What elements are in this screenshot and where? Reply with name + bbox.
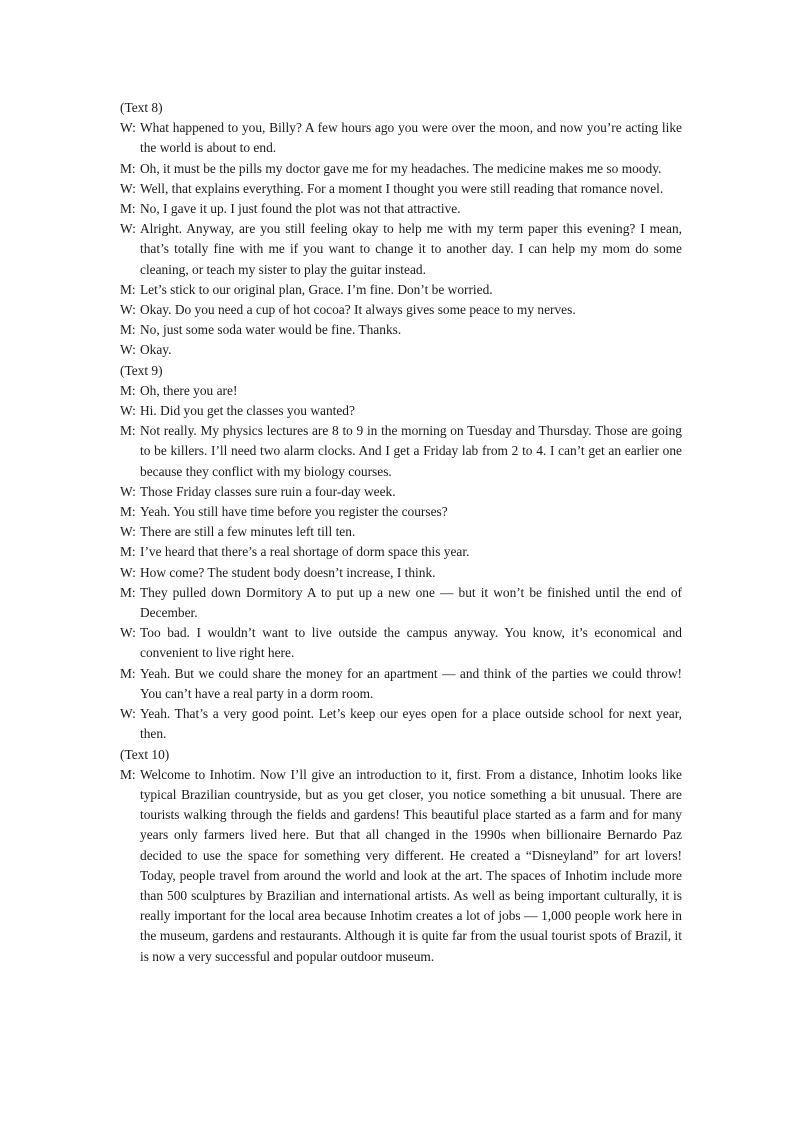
line-text: No, I gave it up. I just found the plot was not that attractive. (140, 201, 461, 217)
dialogue-line (120, 159, 682, 179)
line-text: No, just some soda water would be fine. Thanks. (140, 322, 402, 338)
line-text: Alright. Anyway, are you still feeling okay to help me with my term paper this evening? I mean, that’s totally fine with me if you want to change it to another day. I can help my mom do some cleaning, or teach my sister to play the guitar instead. (140, 221, 682, 277)
line-text: There are still a few minutes left till ten. (140, 524, 356, 540)
speaker-label: W: (120, 524, 136, 540)
speaker-label: M: (120, 201, 136, 217)
speaker-label: W: (120, 221, 136, 237)
speaker-label: W: (120, 403, 136, 419)
speaker-label: W: (120, 625, 136, 641)
section-text-10 (120, 745, 682, 967)
dialogue-line (120, 563, 682, 583)
dialogue-line (120, 623, 682, 663)
transcript-page (120, 98, 682, 967)
speaker-label: M: (120, 665, 136, 681)
dialogue-line (120, 118, 682, 158)
dialogue-line (120, 401, 682, 421)
line-text: Oh, it must be the pills my doctor gave me for my headaches. The medicine makes me so moody. (140, 160, 662, 176)
section-heading: (Text 10) (120, 746, 170, 762)
speaker-label: W: (120, 120, 136, 136)
speaker-label: W: (120, 180, 136, 196)
speaker-label: M: (120, 504, 136, 520)
line-text: Too bad. I wouldn’t want to live outside the campus anyway. You know, it’s economical and convenient to live right here. (140, 625, 682, 661)
speaker-label: W: (120, 706, 136, 722)
speaker-label: M: (120, 322, 136, 338)
speaker-label: M: (120, 423, 136, 439)
line-text: How come? The student body doesn’t increase, I think. (140, 564, 436, 580)
dialogue-line (120, 300, 682, 320)
line-text: They pulled down Dormitory A to put up a new one — but it won’t be finished until the end of December. (140, 584, 682, 621)
speaker-label: W: (120, 483, 136, 499)
line-text: Welcome to Inhotim. Now I’ll give an introduction to it, first. From a distance, Inhotim looks like typical Brazilian countryside, but as you get closer, you notice something a bit unusual. There are tourists walking through the fields and gardens! This beautiful place started as a farm and for many years only farmers lived here. But that all changed in the 1990s when billionaire Bernardo Paz decided to use the space for something very different. He created a “Disneyland” for art lovers! Today, people travel from around the world and look at the art. The spaces of Inhotim include more than 500 sculptures by Brazilian and international artists. As well as being important culturally, it is really important for the local area because Inhotim creates a lot of jobs — 1,000 people work here in the museum, gardens and restaurants. Although it is quite far from the usual tourist spots of Brazil, it is now a very successful and popular outdoor museum. (140, 766, 682, 964)
speaker-label: W: (120, 342, 136, 358)
speaker-label: M: (120, 382, 136, 398)
line-text: Oh, there you are! (140, 382, 238, 398)
speaker-label: M: (120, 160, 136, 176)
line-text: Those Friday classes sure ruin a four-day week. (140, 483, 396, 499)
section-text-8 (120, 98, 682, 361)
line-text: Okay. (140, 342, 172, 358)
section-text-9 (120, 361, 682, 745)
line-text: I’ve heard that there’s a real shortage of dorm space this year. (140, 544, 470, 560)
dialogue-line (120, 199, 682, 219)
speaker-label: W: (120, 564, 136, 580)
dialogue-line (120, 219, 682, 280)
line-text: Yeah. That’s a very good point. Let’s keep our eyes open for a place outside school for next year, then. (140, 706, 682, 742)
dialogue-line (120, 320, 682, 340)
dialogue-line (120, 340, 682, 360)
speaker-label: M: (120, 281, 136, 297)
dialogue-line (120, 482, 682, 502)
dialogue-line (120, 421, 682, 482)
speaker-label: M: (120, 766, 136, 782)
dialogue-line (120, 704, 682, 744)
speaker-label: W: (120, 302, 136, 318)
line-text: Yeah. You still have time before you register the courses? (140, 504, 448, 520)
dialogue-line (120, 381, 682, 401)
line-text: Not really. My physics lectures are 8 to 9 in the morning on Tuesday and Thursday. Those are going to be killers. I’ll need two alarm clocks. And I get a Friday lab from 2 to 4. I can’t get an earlier one because they conflict with my biology courses. (140, 423, 682, 479)
line-text: Well, that explains everything. For a moment I thought you were still reading that romance novel. (140, 180, 664, 196)
section-heading: (Text 9) (120, 362, 163, 378)
dialogue-line (120, 583, 682, 623)
dialogue-line (120, 502, 682, 522)
dialogue-line (120, 765, 682, 967)
line-text: What happened to you, Billy? A few hours ago you were over the moon, and now you’re acting like the world is about to end. (140, 120, 682, 156)
speaker-label: M: (120, 584, 136, 600)
speaker-label: M: (120, 544, 136, 560)
dialogue-line (120, 179, 682, 199)
line-text: Hi. Did you get the classes you wanted? (140, 403, 355, 419)
section-heading: (Text 8) (120, 100, 163, 115)
dialogue-line (120, 664, 682, 704)
dialogue-line (120, 280, 682, 300)
dialogue-line (120, 522, 682, 542)
dialogue-line (120, 542, 682, 562)
line-text: Okay. Do you need a cup of hot cocoa? It always gives some peace to my nerves. (140, 302, 576, 318)
line-text: Let’s stick to our original plan, Grace. I’m fine. Don’t be worried. (140, 281, 493, 297)
line-text: Yeah. But we could share the money for an apartment — and think of the parties we could throw! You can’t have a real party in a dorm room. (140, 665, 682, 701)
